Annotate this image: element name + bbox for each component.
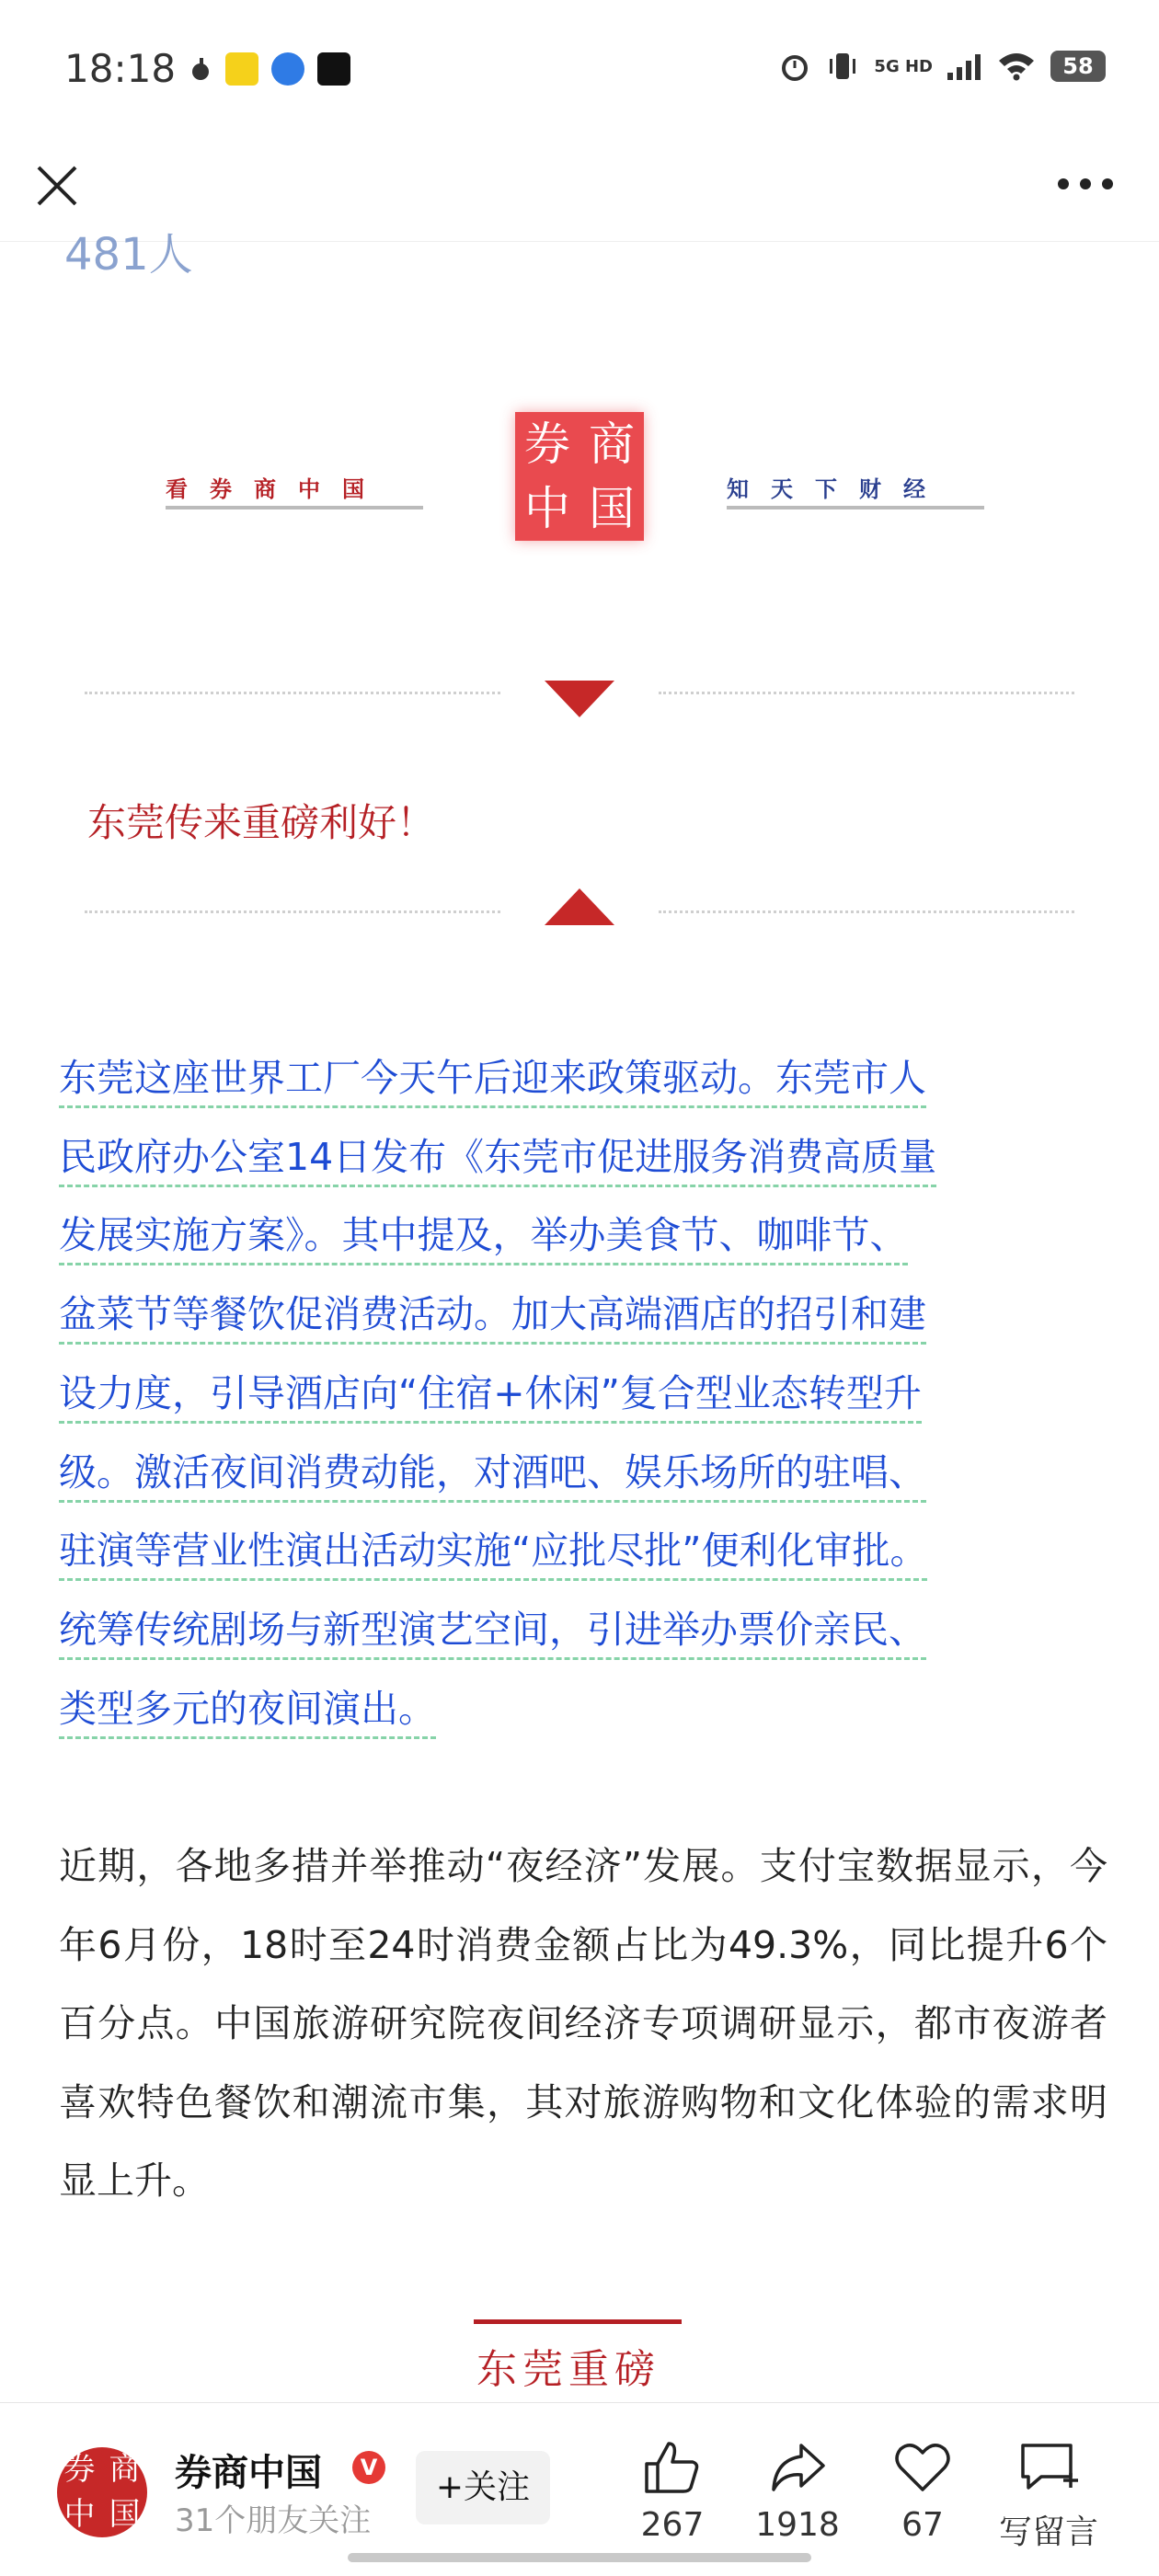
wifi-icon xyxy=(997,52,1036,81)
account-avatar[interactable] xyxy=(57,2447,147,2537)
share-icon xyxy=(768,2440,827,2495)
divider xyxy=(659,910,1074,913)
logo-char: 国 xyxy=(109,2496,141,2533)
comment-label: 写留言 xyxy=(998,2513,1098,2551)
status-right-icons xyxy=(778,50,1106,83)
blue-app-icon xyxy=(271,52,304,86)
thumbs-up-icon xyxy=(643,2440,702,2495)
section-title-rule xyxy=(474,2319,682,2324)
section-title: 东莞重磅 xyxy=(476,2346,660,2393)
article-headline: 东莞传来重磅利好！ xyxy=(87,800,436,845)
paragraph-line: 统筹传统剧场与新型演艺空间，引进举办票价亲民、 xyxy=(59,1591,1107,1670)
network-label: 5G HD xyxy=(874,56,933,76)
vibrate-icon xyxy=(826,50,859,83)
logo-char: 商 xyxy=(109,2451,141,2488)
notification-icon xyxy=(189,55,212,83)
tiktok-icon xyxy=(317,52,350,86)
brand-logo xyxy=(515,412,644,541)
friends-following-text: 31个朋友关注 xyxy=(175,2502,372,2539)
favorite-count: 67 xyxy=(901,2506,944,2544)
partial-reader-count: 481人 xyxy=(64,229,193,280)
share-button[interactable] xyxy=(747,2440,848,2544)
banner-left-slogan: 看券商中国 xyxy=(166,471,432,503)
paragraph-line: 设力度，引导酒店向“住宿+休闲”复合型业态转型升 xyxy=(59,1355,1107,1434)
like-count: 267 xyxy=(640,2506,705,2544)
logo-char: 券 xyxy=(524,418,570,471)
status-time: 18:18 xyxy=(64,46,177,91)
yellow-app-icon xyxy=(225,52,258,86)
triangle-down-icon xyxy=(545,681,614,717)
paragraph-line: 驻演等营业性演出活动实施“应批尽批”便利化审批。 xyxy=(59,1512,1107,1591)
comment-icon xyxy=(1017,2440,1080,2495)
paragraph-line: 民政府办公室14日发布《东莞市促进服务消费高质量 xyxy=(59,1118,1107,1197)
banner-right-slogan: 知天下财经 xyxy=(727,471,1003,503)
logo-char: 券 xyxy=(63,2451,96,2488)
heart-icon xyxy=(893,2440,952,2495)
logo-char: 商 xyxy=(589,418,635,471)
bottom-action-bar xyxy=(0,2402,1159,2576)
more-options-button[interactable] xyxy=(1049,166,1122,202)
highlighted-paragraph[interactable] xyxy=(59,1039,1107,1748)
close-button[interactable] xyxy=(28,156,86,215)
paragraph-line: 级。激活夜间消费动能，对酒吧、娱乐场所的驻唱、 xyxy=(59,1434,1107,1513)
status-bar xyxy=(0,0,1159,138)
favorite-button[interactable] xyxy=(872,2440,973,2544)
close-icon xyxy=(28,156,86,215)
paragraph-line: 发展实施方案》。其中提及，举办美食节、咖啡节、 xyxy=(59,1196,1107,1276)
divider xyxy=(85,692,500,694)
signal-icon xyxy=(947,52,982,80)
like-button[interactable] xyxy=(622,2440,723,2544)
divider xyxy=(85,910,500,913)
paragraph-line: 类型多元的夜间演出。 xyxy=(59,1670,1107,1749)
comment-button[interactable] xyxy=(993,2440,1104,2553)
paragraph-line: 东莞这座世界工厂今天午后迎来政策驱动。东莞市人 xyxy=(59,1039,1107,1118)
status-app-icons xyxy=(189,52,350,86)
logo-char: 中 xyxy=(63,2496,96,2533)
body-paragraph: 近期，各地多措并举推动“夜经济”发展。支付宝数据显示，今年6月份，18时至24时消费金额占比为49.3%，同比提升6个百分点。中国旅游研究院夜间经济专项调研显示，都市夜游者喜欢特色餐饮和潮流市集，其对旅游购物和文化体验的需求明显上升。 xyxy=(59,1844,1107,2203)
logo-char: 国 xyxy=(589,482,635,535)
divider xyxy=(659,692,1074,694)
verified-badge: V xyxy=(352,2451,385,2484)
share-count: 1918 xyxy=(755,2506,840,2544)
alarm-icon xyxy=(778,50,811,83)
more-icon xyxy=(1049,166,1122,202)
logo-char: 中 xyxy=(524,482,570,535)
follow-button[interactable]: +关注 xyxy=(416,2451,550,2524)
battery-indicator: 58 xyxy=(1050,51,1106,82)
account-name[interactable]: 券商中国 xyxy=(175,2452,322,2494)
triangle-up-icon xyxy=(545,888,614,925)
paragraph-line: 盆菜节等餐饮促消费活动。加大高端酒店的招引和建 xyxy=(59,1276,1107,1355)
home-indicator[interactable] xyxy=(348,2553,811,2562)
